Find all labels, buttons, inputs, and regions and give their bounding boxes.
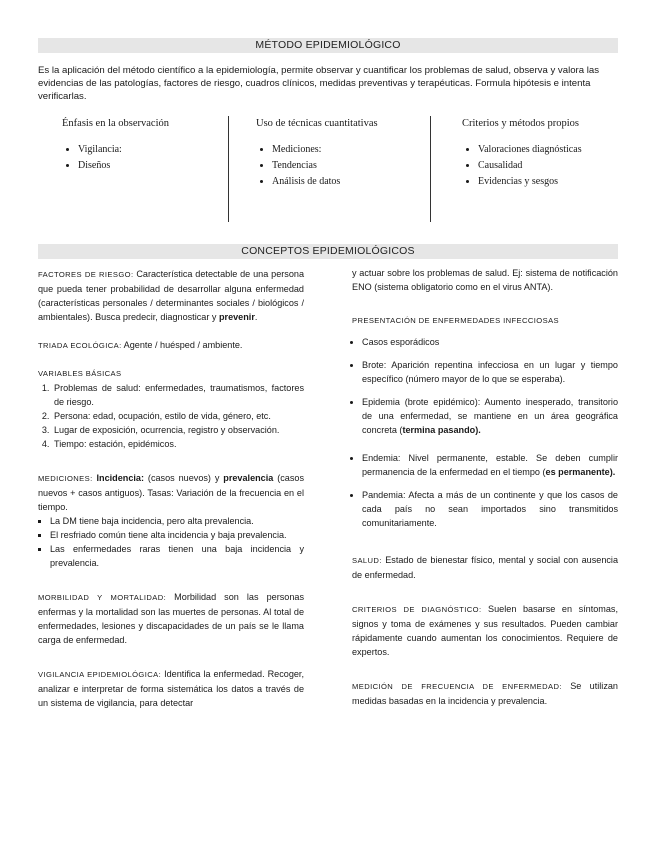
column-observacion bbox=[62, 118, 242, 174]
presentacion-list bbox=[352, 335, 618, 530]
list-item: • Epidemia (brote epidémico): Aumento inesperado, transitorio de una enfermedad, se mantiene en un área geográfica concreta (termina pasando). bbox=[362, 395, 618, 437]
morbilidad-mortalidad: MORBILIDAD Y MORTALIDAD: Morbilidad son las personas enfermas y la mortalidad son las muertes de personas. Al total de enfermedades, lesiones y discapacidades de un país se le llama carga de enfermedad. bbox=[38, 592, 304, 645]
medicion-frecuencia: MEDICIÓN DE FRECUENCIA DE ENFERMEDAD: Se utilizan medidas basadas en la incidencia y prevalencia. bbox=[352, 681, 618, 706]
column-criterios bbox=[462, 118, 642, 190]
vigilancia-epidemiologica: VIGILANCIA EPIDEMIOLÓGICA: Identifica la enfermedad. Recoger, analizar e interpretar de forma sistemática los datos a través de un sistema de vigilancia, para detectar bbox=[38, 669, 304, 708]
column-heading: Criterios y métodos propios bbox=[462, 118, 579, 129]
column-divider bbox=[430, 116, 431, 222]
column-divider bbox=[228, 116, 229, 222]
list-item: ▪ Las enfermedades raras tienen una baja incidencia y prevalencia. bbox=[50, 542, 304, 570]
list-item: • Tendencias bbox=[272, 158, 436, 174]
list-item: • Brote: Aparición repentina infecciosa en un lugar y tiempo específico (número mayor de lo que se esperaba). bbox=[362, 358, 618, 386]
list-item: • Análisis de datos bbox=[272, 174, 436, 190]
section-title-metodo: MÉTODO EPIDEMIOLÓGICO bbox=[38, 38, 618, 53]
column-heading: Énfasis en la observación bbox=[62, 118, 170, 129]
triada-ecologica: TRIADA ECOLÓGICA: Agente / huésped / ambiente. bbox=[38, 340, 243, 350]
intro-paragraph: Es la aplicación del método científico a la epidemiología, permite observar y cuantificar los problemas de salud, observa y valora las evidencias de las patologías, factores de riesgo, cuadros clínicos, medidas preventivas y terapéuticas. Formula hipótesis e intenta verificarlas. bbox=[38, 65, 599, 103]
column-heading: Uso de técnicas cuantitativas bbox=[256, 118, 378, 129]
list-item: • Causalidad bbox=[478, 158, 642, 174]
list-item: • Vigilancia: bbox=[78, 142, 242, 158]
list-item: • Mediciones: bbox=[272, 142, 436, 158]
list-item: 3. Lugar de exposición, ocurrencia, registro y observación. bbox=[52, 423, 304, 437]
list-item: 1. Problemas de salud: enfermedades, traumatismos, factores de riesgo. bbox=[52, 381, 304, 409]
salud: SALUD: Estado de bienestar físico, mental y social con ausencia de enfermedad. bbox=[352, 555, 618, 580]
column-cuantitativas bbox=[256, 118, 436, 190]
list-item: • Endemia: Nivel permanente, estable. Se deben cumplir permanencia de la enfermedad en el tiempo (es permanente). bbox=[362, 451, 618, 479]
criterios-diagnostico: CRITERIOS DE DIAGNÓSTICO: Suelen basarse en síntomas, signos y toma de exámenes y sus resultados. Pueden cambiar rápidamente cuando aumentan los conocimientos. Requiere de expertos. bbox=[352, 604, 618, 657]
list-item: • Casos esporádicos bbox=[362, 335, 618, 349]
list-item: • Valoraciones diagnósticas bbox=[478, 142, 642, 158]
vigilancia-continuacion: y actuar sobre los problemas de salud. Ej: sistema de notificación ENO (sistema obligatorio como en el virus ANTA). bbox=[352, 268, 618, 292]
list-item: • Diseños bbox=[78, 158, 242, 174]
section-title-conceptos: CONCEPTOS EPIDEMIOLÓGICOS bbox=[38, 244, 618, 259]
factores-riesgo: FACTORES DE RIESGO: Característica detectable de una persona que pueda tener probabilidad de desarrollar alguna enfermedad (características personales / determinantes sociales / biológicos / ambientales). Busca predecir, diagnosticar y prevenir. bbox=[38, 269, 305, 322]
right-column bbox=[352, 266, 618, 708]
mediciones: MEDICIONES: Incidencia: (casos nuevos) y prevalencia (casos nuevos + casos antiguos). Tasas: Variación de la frecuencia en el tiempo. bbox=[38, 473, 305, 512]
variables-heading: VARIABLES BÁSICAS bbox=[38, 369, 122, 378]
list-item: 2. Persona: edad, ocupación, estilo de vida, género, etc. bbox=[52, 409, 304, 423]
list-item: • Evidencias y sesgos bbox=[478, 174, 642, 190]
variables-list bbox=[38, 381, 304, 451]
list-item: ▪ El resfriado común tiene alta incidencia y baja prevalencia. bbox=[50, 528, 304, 542]
mediciones-list bbox=[38, 514, 304, 570]
list-item: 4. Tiempo: estación, epidémicos. bbox=[52, 437, 304, 451]
list-item: ▪ La DM tiene baja incidencia, pero alta prevalencia. bbox=[50, 514, 304, 528]
left-column bbox=[38, 267, 304, 710]
presentacion-heading: PRESENTACIÓN DE ENFERMEDADES INFECCIOSAS bbox=[352, 316, 559, 325]
list-item: • Pandemia: Afecta a más de un continente y que los casos de cada país no sean importados sino transmitidos comunitariamente. bbox=[362, 488, 618, 530]
